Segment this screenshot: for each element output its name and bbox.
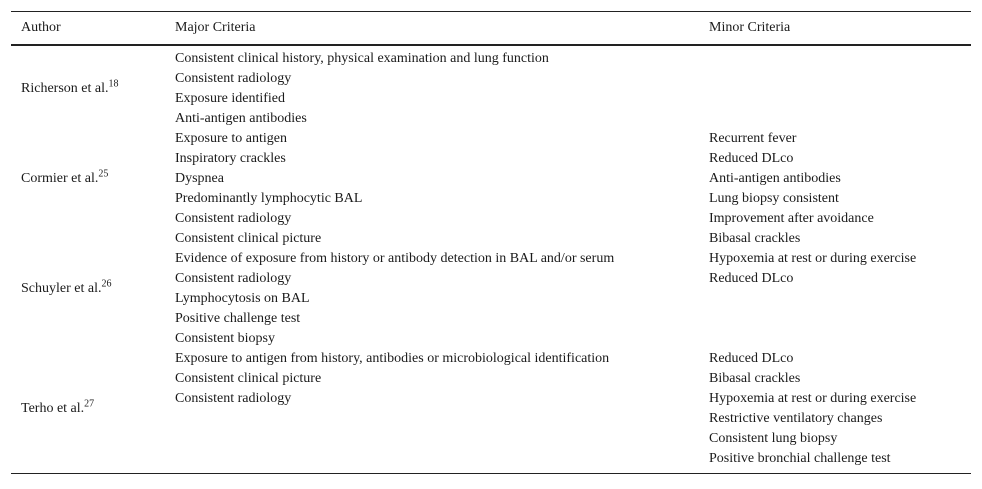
minor-criterion: Improvement after avoidance (709, 211, 874, 226)
minor-criterion: Restrictive ventilatory changes (709, 411, 883, 426)
minor-criteria-cell (699, 129, 971, 229)
major-criteria-cell (165, 129, 699, 229)
minor-criteria-cell (699, 349, 971, 474)
major-criteria-cell (165, 349, 699, 474)
reference-number: 25 (98, 168, 109, 180)
major-criterion: Exposure identified (175, 91, 286, 106)
table-row (11, 45, 971, 129)
criteria-table (11, 11, 971, 474)
major-criterion: Anti-antigen antibodies (175, 111, 307, 126)
major-criterion: Consistent radiology (175, 271, 292, 286)
criteria-table-container (11, 11, 971, 474)
minor-criterion: Hypoxemia at rest or during exercise (709, 251, 917, 266)
table-row (11, 129, 971, 229)
major-criterion: Consistent radiology (175, 211, 292, 226)
major-criterion: Predominantly lymphocytic BAL (175, 191, 363, 206)
major-criterion: Consistent clinical picture (175, 231, 322, 246)
major-criterion: Consistent clinical history, physical examination and lung function (175, 51, 549, 66)
minor-criterion: Positive bronchial challenge test (709, 451, 891, 466)
major-criterion (175, 429, 699, 449)
minor-criterion (709, 309, 971, 329)
major-criterion: Dyspnea (175, 171, 224, 186)
major-criterion: Consistent biopsy (175, 331, 275, 346)
minor-criterion (709, 49, 971, 69)
major-criterion: Positive challenge test (175, 311, 301, 326)
minor-criteria-cell (699, 45, 971, 129)
author-cell (11, 349, 165, 474)
reference-number: 27 (84, 398, 95, 410)
major-criteria-cell (165, 229, 699, 349)
table-body (11, 45, 971, 474)
minor-criterion: Anti-antigen antibodies (709, 171, 841, 186)
author-cell (11, 129, 165, 229)
table-row (11, 229, 971, 349)
minor-criterion: Reduced DLco (709, 271, 794, 286)
author-name: Schuyler et al. (21, 281, 102, 296)
major-criterion (175, 409, 699, 429)
minor-criteria-cell (699, 229, 971, 349)
author-name: Cormier et al. (21, 171, 99, 186)
major-criterion: Lymphocytosis on BAL (175, 291, 310, 306)
minor-criterion: Recurrent fever (709, 131, 797, 146)
major-criterion: Consistent radiology (175, 71, 292, 86)
major-criterion: Evidence of exposure from history or antibody detection in BAL and/or serum (175, 251, 615, 266)
minor-criterion (709, 69, 971, 89)
minor-criterion (709, 89, 971, 109)
minor-criterion: Lung biopsy consistent (709, 191, 839, 206)
minor-criterion (709, 329, 971, 349)
minor-criterion: Reduced DLco (709, 151, 794, 166)
author-cell (11, 229, 165, 349)
header-author: Author (11, 12, 165, 45)
minor-criterion: Consistent lung biopsy (709, 431, 838, 446)
major-criteria-cell (165, 45, 699, 129)
minor-criterion (709, 289, 971, 309)
minor-criterion: Reduced DLco (709, 351, 794, 366)
author-cell (11, 45, 165, 129)
minor-criterion: Hypoxemia at rest or during exercise (709, 391, 917, 406)
major-criterion (175, 449, 699, 469)
reference-number: 26 (101, 278, 112, 290)
major-criterion: Consistent clinical picture (175, 371, 322, 386)
major-criterion: Exposure to antigen (175, 131, 287, 146)
table-header (11, 12, 971, 46)
major-criterion: Exposure to antigen from history, antibodies or microbiological identification (175, 351, 610, 366)
author-name: Terho et al. (21, 401, 85, 416)
minor-criterion: Bibasal crackles (709, 371, 801, 386)
header-major-criteria: Major Criteria (165, 12, 699, 45)
table-row (11, 349, 971, 474)
author-name: Richerson et al. (21, 81, 109, 96)
minor-criterion: Bibasal crackles (709, 231, 801, 246)
minor-criterion (709, 109, 971, 129)
reference-number: 18 (108, 78, 119, 90)
major-criterion: Consistent radiology (175, 391, 292, 406)
header-minor-criteria: Minor Criteria (699, 12, 971, 45)
major-criterion: Inspiratory crackles (175, 151, 286, 166)
